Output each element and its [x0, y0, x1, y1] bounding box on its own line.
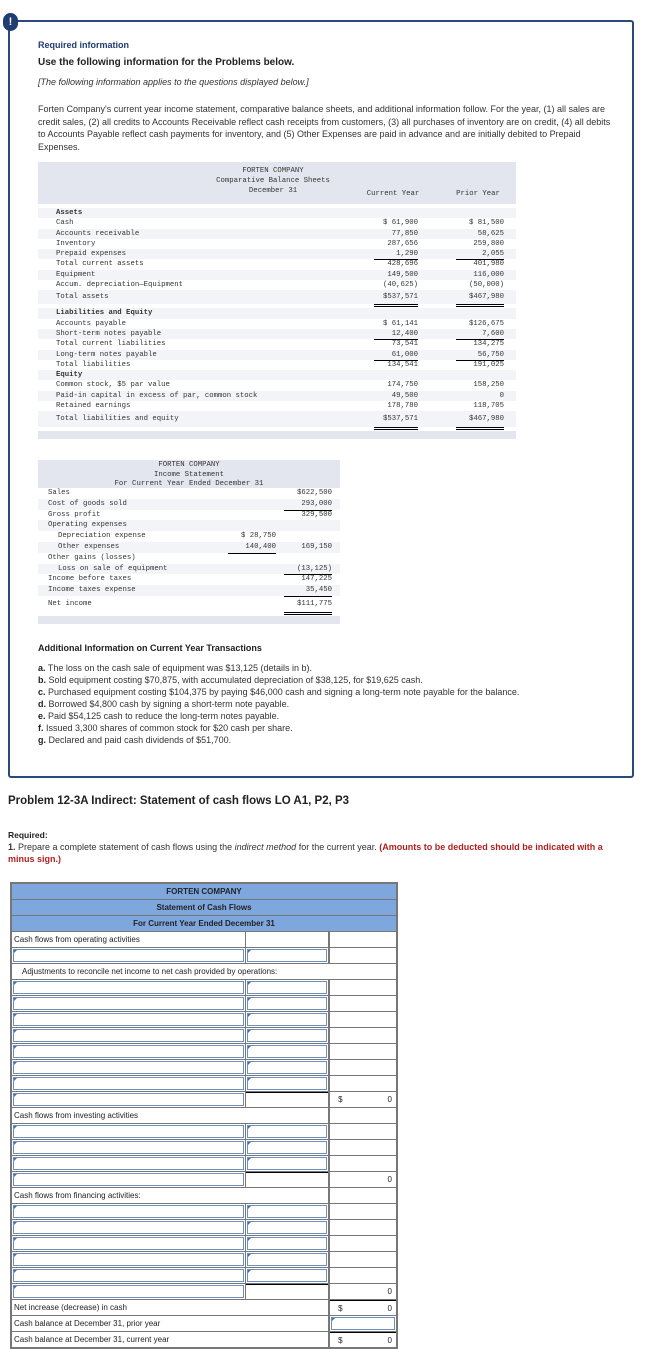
is-row: Depreciation expense $ 28,750	[58, 532, 276, 541]
amount-input[interactable]	[247, 1125, 327, 1138]
cf-input-row	[12, 1156, 396, 1171]
cf-financing-total: 0	[12, 1284, 396, 1299]
cf-adjustments-label: Adjustments to reconcile net income to net cash provided by operations:	[12, 964, 396, 979]
amount-input[interactable]	[247, 1029, 327, 1042]
cf-input-row	[12, 1124, 396, 1139]
is-row: Net income $111,775	[38, 596, 340, 612]
balance-sheet-company: FORTEN COMPANY	[242, 167, 304, 175]
cf-input-row	[12, 996, 396, 1011]
bs-row: Short-term notes payable 12,400 7,600	[38, 329, 516, 339]
cf-net-increase: Net increase (decrease) in cash $ 0	[12, 1300, 396, 1315]
bs-row: Total liabilities 134,541 191,025	[56, 360, 504, 369]
col-prior-year: Prior Year	[456, 190, 500, 198]
label-select[interactable]	[13, 1029, 244, 1042]
amount-input[interactable]	[247, 1253, 327, 1266]
cf-investing-total: 0	[12, 1172, 396, 1187]
bs-row: Equipment 149,500 116,000	[38, 270, 516, 280]
bs-row: Retained earnings 178,780 118,705	[38, 401, 516, 411]
label-select[interactable]	[13, 949, 244, 962]
info-heading: Use the following information for the Problems below.	[38, 57, 295, 68]
list-item: d. Borrowed $4,800 cash by signing a short-term note payable.	[38, 699, 290, 709]
is-row: Other expenses 140,400 169,150	[38, 542, 340, 553]
bs-row: Inventory 287,656 259,800	[56, 239, 504, 248]
cf-input-row	[12, 980, 396, 995]
cf-input-row	[12, 1012, 396, 1027]
list-item: a. The loss on the cash sale of equipment was $13,125 (details in b).	[38, 663, 313, 673]
label-select[interactable]	[13, 1253, 244, 1266]
bs-row: Total current liabilities 73,541 134,275	[56, 340, 504, 349]
cf-input-row	[12, 1236, 396, 1251]
cf-investing-header: Cash flows from investing activities	[12, 1108, 396, 1123]
cf-input-row	[12, 1140, 396, 1155]
intro-paragraph: Forten Company's current year income statement, comparative balance sheets, and additional information follow. For the year, (1) all sales are credit sales, (2) all credits to Accounts Receivable reflect cash receipts from customers, (3) all purchases of inventory are on credit, (4) all debits to Accounts Payable reflect cash payments for inventory, and (5) Other Expenses are paid in advance and are initially debited to Prepaid Expenses.	[38, 104, 611, 152]
bs-row: Long-term notes payable 61,000 56,750	[38, 350, 516, 360]
amount-input[interactable]	[247, 997, 327, 1010]
bs-row: Liabilities and Equity	[38, 308, 516, 318]
cf-title: Statement of Cash Flows	[12, 900, 396, 915]
instruction: 1. Prepare a complete statement of cash flows using the indirect method for the current year. (Amounts to be deducted should be indicated with a minus sign.)	[8, 842, 603, 864]
label-select[interactable]	[13, 1045, 244, 1058]
col-current-year: Current Year	[366, 190, 420, 198]
amount-input[interactable]	[247, 1045, 327, 1058]
income-statement-header: FORTEN COMPANY Income Statement For Current Year Ended December 31	[38, 460, 340, 488]
is-row: Gross profit 329,500	[48, 510, 332, 519]
amount-input[interactable]	[247, 949, 327, 962]
is-row: Income taxes expense 35,450	[38, 585, 340, 596]
cf-input-row	[12, 1204, 396, 1219]
applies-note: [The following information applies to the questions displayed below.]	[38, 77, 309, 87]
total-label-select[interactable]	[13, 1173, 244, 1186]
bs-row: Paid-in capital in excess of par, common stock 49,500 0	[38, 391, 516, 401]
label-select[interactable]	[13, 981, 244, 994]
cf-company: FORTEN COMPANY	[12, 884, 396, 899]
label-select[interactable]	[13, 1269, 244, 1282]
balance-sheet	[38, 162, 516, 439]
bs-row: Total liabilities and equity $537,571 $467,980	[38, 411, 516, 427]
cf-period: For Current Year Ended December 31	[12, 916, 396, 931]
additional-info-title: Additional Information on Current Year Transactions	[38, 643, 262, 653]
list-item: e. Paid $54,125 cash to reduce the long-term notes payable.	[38, 711, 280, 721]
cf-input-row	[12, 1268, 396, 1283]
cf-input-row	[12, 1076, 396, 1091]
label-select[interactable]	[13, 1125, 244, 1138]
amount-input[interactable]	[247, 1237, 327, 1250]
income-statement	[38, 460, 340, 624]
is-row: Sales $622,500	[48, 489, 332, 497]
list-item: f. Issued 3,300 shares of common stock for $20 cash per share.	[38, 723, 293, 733]
bs-row: Total current assets 428,696 401,980	[56, 260, 504, 269]
is-row: Operating expenses	[38, 520, 340, 531]
label-select[interactable]	[13, 1237, 244, 1250]
amount-input[interactable]	[247, 1061, 327, 1074]
cf-ending-cash: Cash balance at December 31, current year $ 0	[12, 1332, 396, 1347]
balance-sheet-header	[38, 162, 516, 204]
cf-input-row	[12, 1220, 396, 1235]
label-select[interactable]	[13, 1141, 244, 1154]
cf-input-row	[12, 1044, 396, 1059]
list-item: b. Sold equipment costing $70,875, with accumulated depreciation of $38,125, for $19,625 cash.	[38, 675, 423, 685]
balance-sheet-rows	[38, 208, 516, 427]
alert-icon: !	[3, 13, 18, 31]
bs-row: Prepaid expenses 1,290 2,055	[38, 249, 516, 259]
amount-input[interactable]	[247, 1221, 327, 1234]
cf-operating-total: $ 0	[12, 1092, 396, 1107]
list-item: g. Declared and paid cash dividends of $51,700.	[38, 735, 232, 745]
bs-row: Total assets $537,571 $467,980	[38, 290, 516, 304]
required-info-label: Required information	[38, 40, 130, 50]
bs-row: Accum. depreciation—Equipment (40,625) (50,000)	[38, 280, 516, 290]
total-label-select[interactable]	[13, 1285, 244, 1298]
amount-input[interactable]	[247, 1157, 327, 1170]
required-label: Required:	[8, 830, 48, 840]
cf-financing-header: Cash flows from financing activities:	[12, 1188, 396, 1203]
bs-row: Accounts payable $ 61,141 $126,675	[56, 319, 504, 328]
label-select[interactable]	[13, 1157, 244, 1170]
cf-input-row	[12, 948, 396, 963]
bs-row: Equity	[38, 370, 516, 380]
bs-row: Accounts receivable 77,850 58,625	[38, 229, 516, 239]
cf-input-row	[12, 1028, 396, 1043]
is-row: Other gains (losses)	[48, 553, 136, 562]
bs-row: Assets	[38, 208, 516, 218]
amount-input[interactable]	[247, 1077, 327, 1090]
additional-info-list	[38, 662, 519, 746]
cf-beginning-cash: Cash balance at December 31, prior year	[12, 1316, 396, 1331]
bs-row: Common stock, $5 par value 174,750 158,250	[56, 381, 504, 390]
balance-sheet-date: December 31	[248, 187, 298, 195]
is-row: Income before taxes 147,225	[48, 575, 332, 584]
cf-operating-header: Cash flows from operating activities	[12, 932, 396, 947]
cf-input-row	[12, 1060, 396, 1075]
label-select[interactable]	[13, 1061, 244, 1074]
amount-input[interactable]	[247, 1141, 327, 1154]
amount-input[interactable]	[247, 1269, 327, 1282]
beginning-cash-input[interactable]	[331, 1317, 395, 1330]
list-item: c. Purchased equipment costing $104,375 by paying $46,000 cash and signing a long-term note payable for the balance.	[38, 687, 520, 697]
label-select[interactable]	[13, 1077, 244, 1090]
amount-input[interactable]	[247, 1205, 327, 1218]
label-select[interactable]	[13, 1013, 244, 1026]
cf-input-row	[12, 1252, 396, 1267]
label-select[interactable]	[13, 1205, 244, 1218]
label-select[interactable]	[13, 997, 244, 1010]
cash-flow-statement	[10, 882, 398, 1349]
label-select[interactable]	[13, 1221, 244, 1234]
balance-sheet-title: Comparative Balance Sheets	[216, 177, 330, 185]
is-row: Cost of goods sold 293,000	[38, 499, 340, 510]
amount-input[interactable]	[247, 1013, 327, 1026]
amount-input[interactable]	[247, 981, 327, 994]
problem-title: Problem 12-3A Indirect: Statement of cash flows LO A1, P2, P3	[8, 795, 350, 807]
total-label-select[interactable]	[13, 1093, 244, 1106]
bs-row: Cash $ 61,900 $ 81,500	[56, 219, 504, 228]
is-row: Loss on sale of equipment (13,125)	[38, 564, 340, 575]
